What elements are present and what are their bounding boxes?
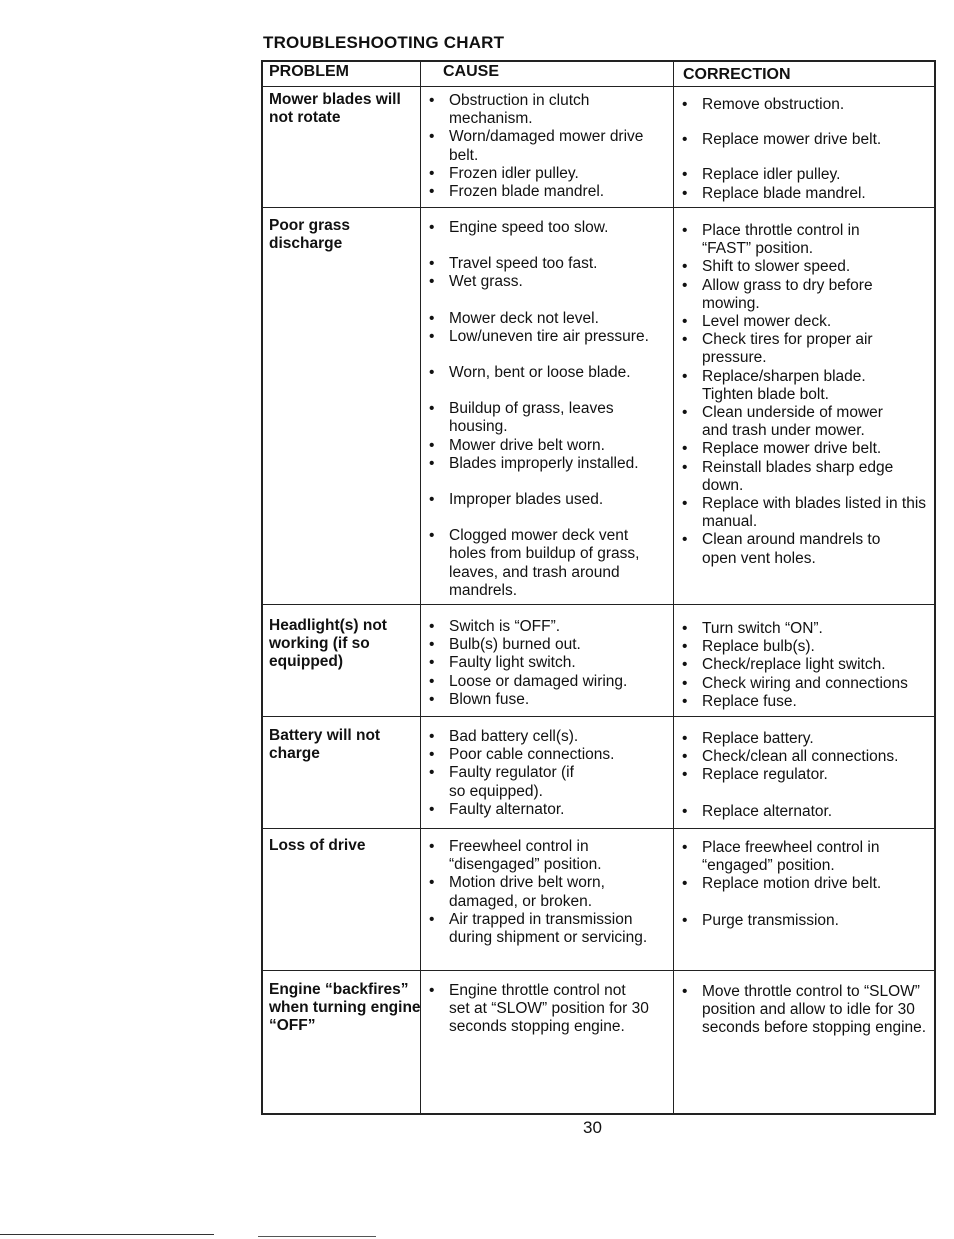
problem-label: Headlight(s) not working (if so equipped) — [269, 617, 387, 670]
cause-item: • Blades improperly installed. — [426, 455, 676, 473]
cause-item: • Low/uneven tire air pressure. — [426, 328, 676, 346]
correction-item: • Replace battery. — [679, 730, 937, 748]
correction-item: • Level mower deck. — [679, 313, 937, 331]
footer-rule — [0, 1234, 214, 1235]
header-problem: PROBLEM — [269, 63, 349, 80]
correction-item: • Replace regulator. — [679, 766, 937, 784]
header-correction: CORRECTION — [683, 66, 791, 83]
cause-item: • Frozen idler pulley. — [426, 165, 676, 183]
correction-item: • Check/clean all connections. — [679, 748, 937, 766]
row-divider — [263, 604, 934, 605]
cause-item: • Engine throttle control not set at “SLOW” position for 30 seconds stopping engine. — [426, 982, 649, 1037]
cause-item: • Buildup of grass, leaves housing. — [426, 400, 629, 436]
row-divider — [263, 207, 934, 208]
correction-item: • Shift to slower speed. — [679, 258, 937, 276]
correction-item: • Replace/sharpen blade. Tighten blade bolt. — [679, 368, 892, 404]
problem-label: Engine “backfires” when turning engine “OFF” — [269, 981, 421, 1034]
cause-item: • Improper blades used. — [426, 491, 676, 509]
correction-item: • Turn switch “ON”. — [679, 620, 937, 638]
cause-item: • Faulty regulator (if so equipped). — [426, 764, 579, 800]
header-divider — [263, 86, 934, 87]
cause-item: • Frozen blade mandrel. — [426, 183, 676, 201]
correction-item: • Allow grass to dry before mowing. — [679, 277, 892, 313]
cause-item: • Clogged mower deck vent holes from buildup of grass, leaves, and trash around mandrels. — [426, 527, 649, 600]
correction-item: • Replace alternator. — [679, 803, 937, 821]
footer-rule — [258, 1236, 376, 1237]
page-number: 30 — [583, 1118, 602, 1137]
correction-item: • Replace with blades listed in this manual. — [679, 495, 942, 531]
problem-label: Loss of drive — [269, 837, 366, 854]
cause-item: • Worn/damaged mower drive belt. — [426, 128, 676, 164]
problem-label: Battery will not charge — [269, 727, 381, 762]
correction-item: • Replace motion drive belt. — [679, 875, 937, 893]
cause-item: • Motion drive belt worn, damaged, or broken. — [426, 874, 639, 910]
cause-item: • Freewheel control in “disengaged” position. — [426, 838, 619, 874]
cause-item: • Air trapped in transmission during shipment or servicing. — [426, 911, 676, 947]
correction-item: • Clean around mandrels to open vent holes. — [679, 531, 912, 567]
cause-item: • Bulb(s) burned out. — [426, 636, 676, 654]
correction-item: • Check tires for proper air pressure. — [679, 331, 892, 367]
problem-label: Poor grass discharge — [269, 217, 350, 252]
column-divider — [420, 62, 421, 1113]
correction-item: • Check wiring and connections — [679, 675, 937, 693]
correction-item: • Replace mower drive belt. — [679, 131, 937, 149]
correction-item: • Replace bulb(s). — [679, 638, 937, 656]
cause-item: • Mower drive belt worn. — [426, 437, 676, 455]
correction-item: • Move throttle control to “SLOW” position and allow to idle for 30 seconds before stopping engine. — [679, 983, 927, 1038]
troubleshooting-table — [261, 60, 936, 1115]
problem-label: Mower blades will not rotate — [269, 91, 401, 126]
cause-item: • Travel speed too fast. — [426, 255, 676, 273]
cause-item: • Engine speed too slow. — [426, 219, 676, 237]
correction-item: • Replace fuse. — [679, 693, 937, 711]
correction-item: • Replace blade mandrel. — [679, 185, 937, 203]
cause-item: • Loose or damaged wiring. — [426, 673, 676, 691]
cause-item: • Poor cable connections. — [426, 746, 676, 764]
cause-item: • Worn, bent or loose blade. — [426, 364, 676, 382]
correction-item: • Clean underside of mower and trash under mower. — [679, 404, 902, 440]
header-cause: CAUSE — [443, 63, 500, 80]
correction-item: • Remove obstruction. — [679, 96, 937, 114]
correction-item: • Place throttle control in “FAST” position. — [679, 222, 882, 258]
correction-item: • Replace idler pulley. — [679, 166, 937, 184]
correction-item: • Purge transmission. — [679, 912, 937, 930]
correction-item: • Reinstall blades sharp edge down. — [679, 459, 922, 495]
correction-item: • Check/replace light switch. — [679, 656, 937, 674]
correction-item: • Place freewheel control in “engaged” position. — [679, 839, 922, 875]
row-divider — [263, 828, 934, 829]
cause-item: • Faulty light switch. — [426, 654, 676, 672]
chart-title: TROUBLESHOOTING CHART — [263, 33, 505, 52]
cause-item: • Obstruction in clutch mechanism. — [426, 92, 676, 128]
correction-item: • Replace mower drive belt. — [679, 440, 937, 458]
cause-item: • Bad battery cell(s). — [426, 728, 676, 746]
cause-item: • Faulty alternator. — [426, 801, 676, 819]
cause-item: • Switch is “OFF”. — [426, 618, 676, 636]
cause-item: • Wet grass. — [426, 273, 676, 291]
cause-item: • Blown fuse. — [426, 691, 676, 709]
cause-item: • Mower deck not level. — [426, 310, 676, 328]
row-divider — [263, 970, 934, 971]
row-divider — [263, 716, 934, 717]
